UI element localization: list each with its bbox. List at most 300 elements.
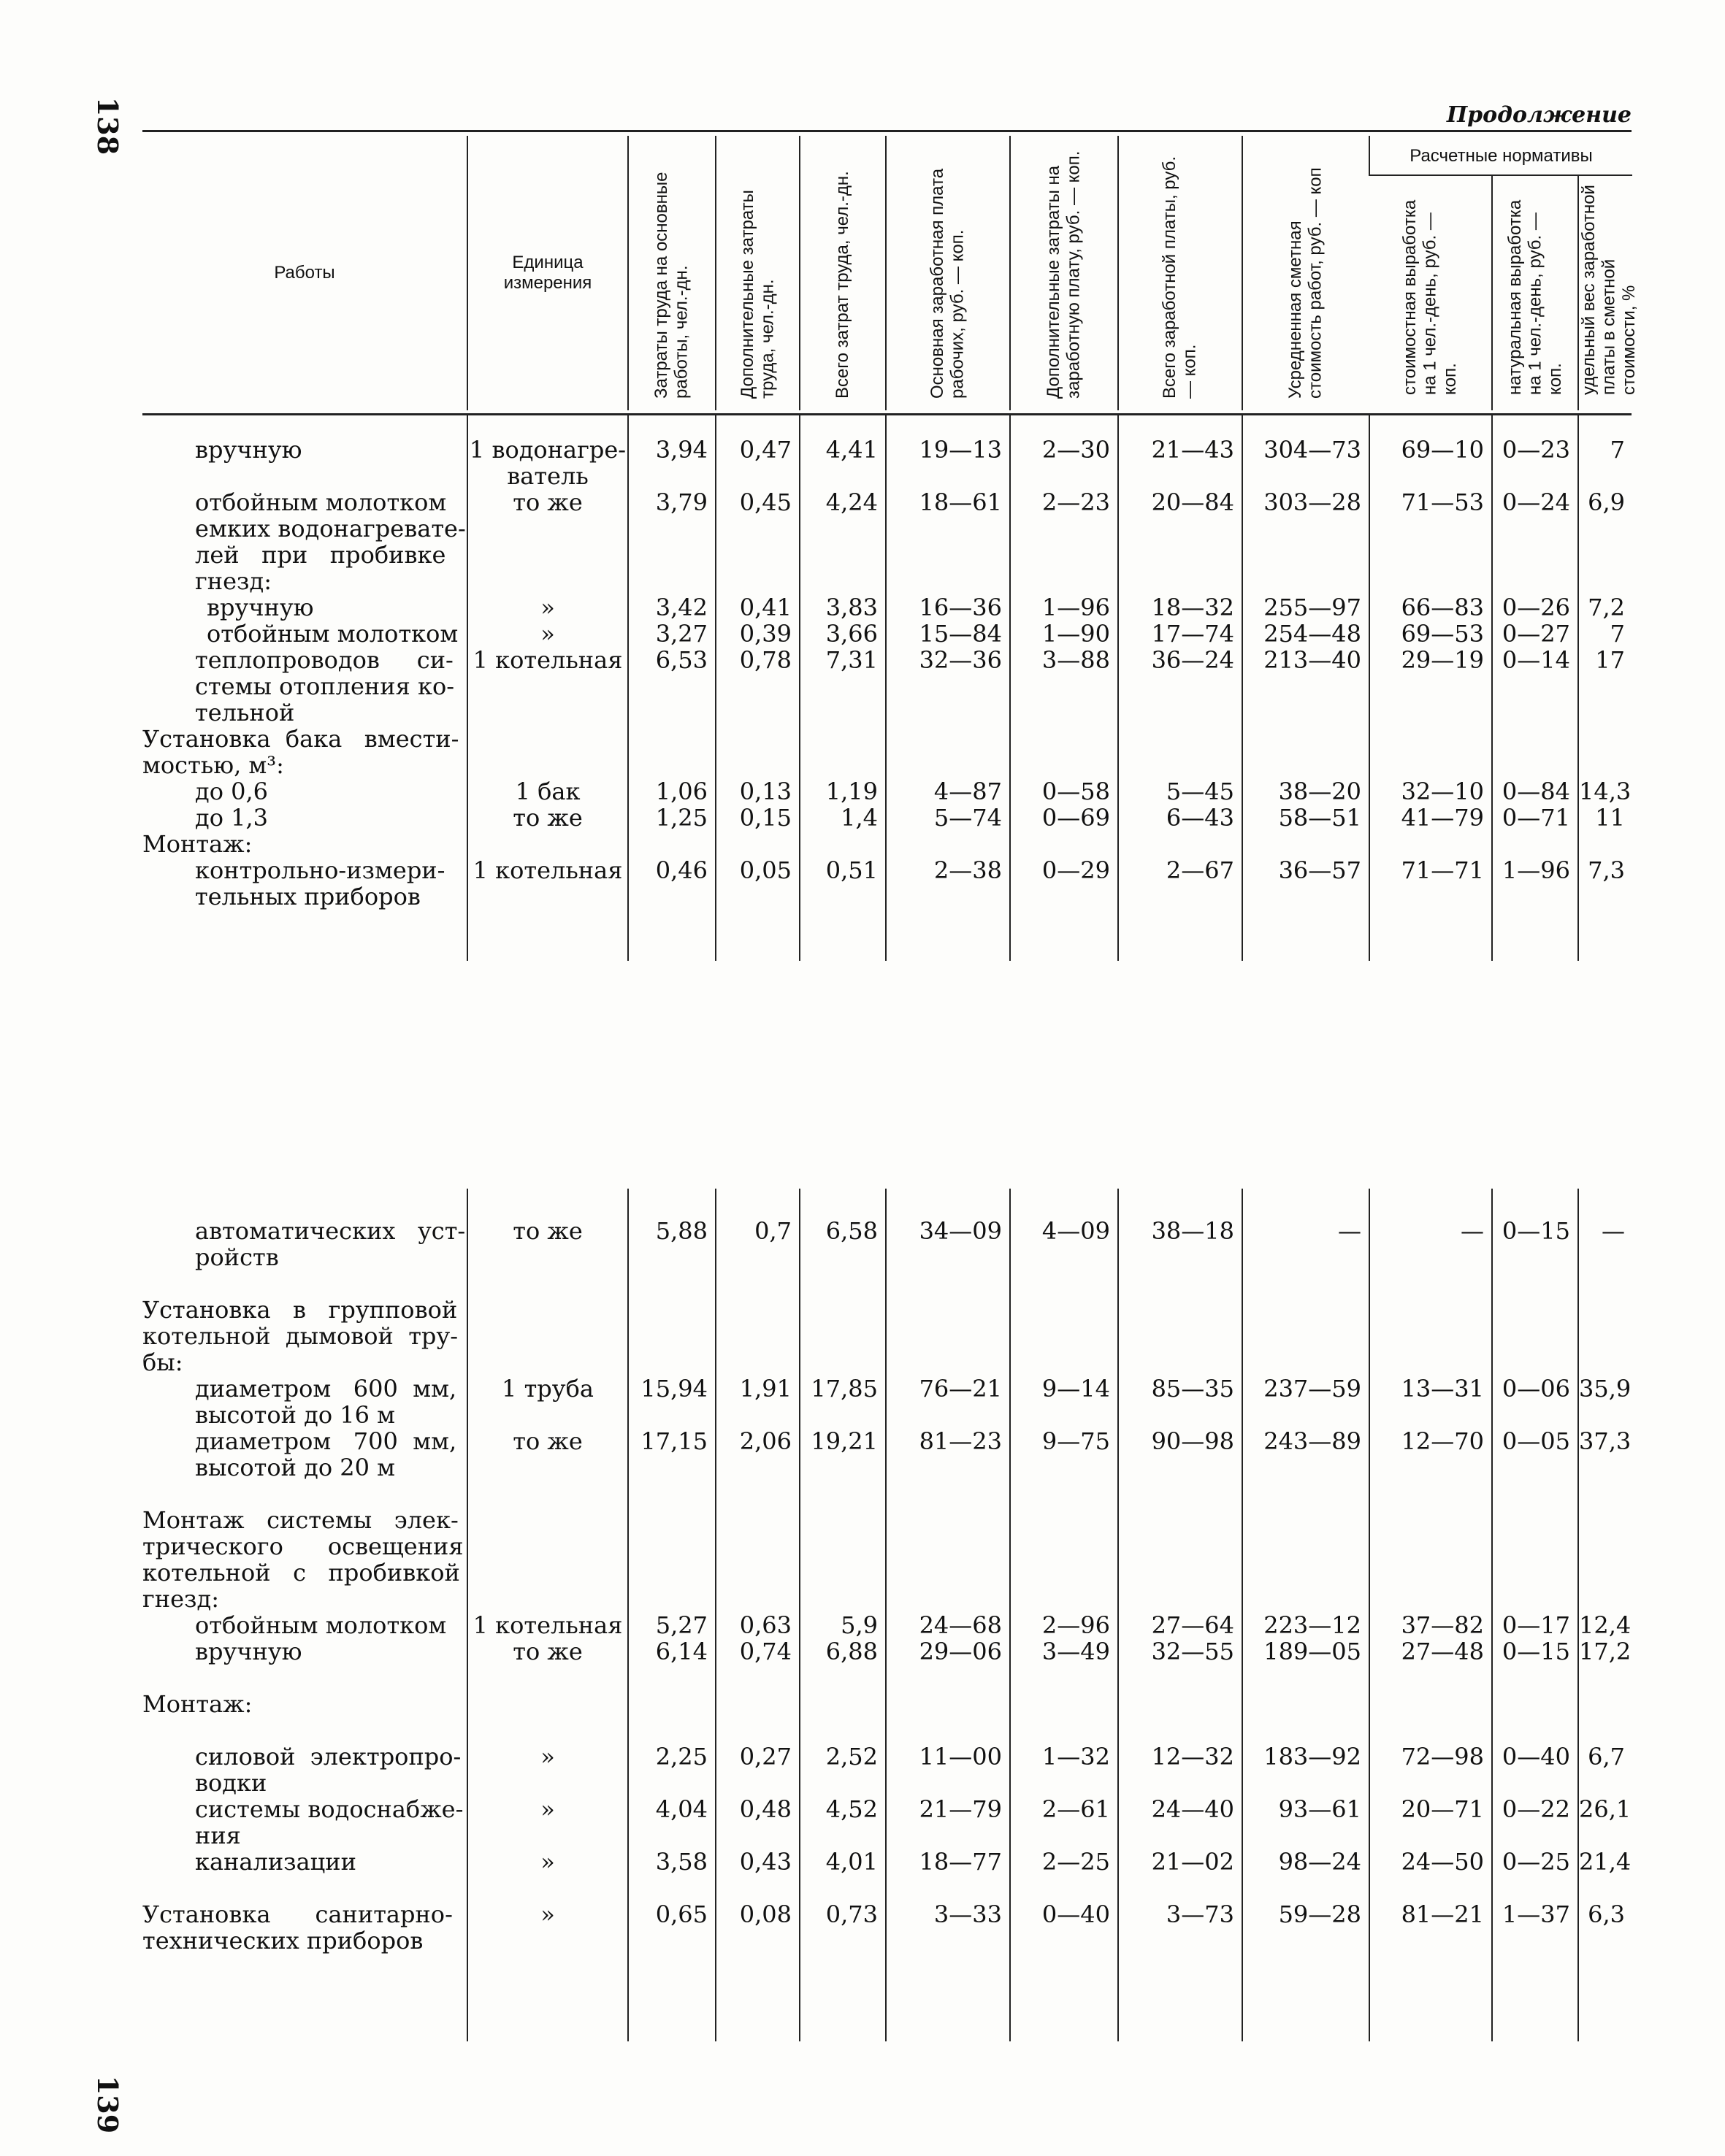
unit-line (468, 1691, 627, 1717)
unit-line: » (540, 1743, 555, 1771)
value-text (1370, 1270, 1484, 1297)
value-text (1579, 1297, 1625, 1323)
value-text (1243, 1270, 1361, 1297)
cell-value (716, 1665, 800, 1691)
value-text: 0—29 (1041, 856, 1110, 884)
table-row (142, 621, 1632, 647)
value-text: 1,4 (841, 804, 878, 832)
value-text: 2,25 (655, 1743, 708, 1771)
value-text: 1—96 (1041, 594, 1110, 621)
cell-value (1010, 1743, 1118, 1796)
table-row (142, 1743, 1632, 1796)
value-text: 7,3 (1588, 856, 1625, 884)
value-text (1119, 1691, 1234, 1717)
cell-value (1492, 647, 1578, 726)
unit-line: 1 котельная (473, 856, 623, 884)
cell-value (1242, 1796, 1369, 1849)
work-line: Установка бака вмести- (142, 725, 459, 753)
cell-unit (467, 594, 628, 621)
cell-value (1118, 1638, 1242, 1665)
value-text: 0,43 (739, 1848, 792, 1876)
cell-value (1578, 1875, 1632, 1901)
value-text: 0,05 (739, 856, 792, 884)
cell-work (142, 726, 467, 778)
value-text: 26,1 (1579, 1795, 1632, 1823)
value-text (1579, 1665, 1625, 1691)
value-text: 18—61 (919, 488, 1002, 516)
value-text (887, 1691, 1002, 1717)
value-text (1370, 1507, 1484, 1533)
value-text (1011, 1507, 1110, 1533)
value-text: 0,78 (739, 646, 792, 674)
value-text (1119, 1665, 1234, 1691)
value-text: 9—75 (1041, 1427, 1110, 1455)
unit-line (468, 1665, 627, 1691)
value-text: 0,45 (739, 488, 792, 516)
cell-value (1369, 1612, 1492, 1638)
value-text: 71—53 (1401, 488, 1484, 516)
value-text: 5—74 (933, 804, 1002, 832)
unit-line: » (540, 620, 555, 648)
value-text: 0—27 (1502, 620, 1570, 648)
value-text: 13—31 (1401, 1375, 1484, 1403)
cell-value (1242, 1612, 1369, 1638)
cell-value (1492, 1717, 1578, 1743)
work-line: отбойным молотком (195, 488, 447, 516)
value-text: 0,27 (739, 1743, 792, 1771)
unit-line: » (540, 1848, 555, 1876)
cell-value (1118, 1297, 1242, 1376)
cell-value (1492, 857, 1578, 961)
table-row (142, 831, 1632, 857)
cell-value (886, 621, 1010, 647)
cell-value (1578, 489, 1632, 594)
cell-value (1369, 1270, 1492, 1297)
cell-value (1492, 1796, 1578, 1849)
cell-value (886, 1901, 1010, 2041)
cell-value (1010, 594, 1118, 621)
value-text: 0—84 (1502, 778, 1570, 805)
value-text: 16—36 (919, 594, 1002, 621)
unit-line: » (540, 1795, 555, 1823)
value-text (1579, 1691, 1625, 1717)
unit-line: » (540, 594, 555, 621)
table-row (142, 1638, 1632, 1665)
page-number-top: 138 (91, 96, 125, 156)
col-norm-nat-output: натуральная выработка на 1 чел.-день, руб. — коп. (1492, 175, 1578, 410)
value-text: — (1461, 1217, 1484, 1245)
work-line: бы: (142, 1349, 183, 1376)
value-text: 6,3 (1588, 1900, 1625, 1928)
work-line (142, 1717, 461, 1743)
cell-work (142, 1189, 467, 1270)
work-line: системы водоснабже- (195, 1795, 464, 1823)
cell-value (628, 1481, 716, 1507)
cell-value (1369, 805, 1492, 831)
cell-work (142, 1428, 467, 1481)
value-text: 0—58 (1041, 778, 1110, 805)
cell-value (1369, 594, 1492, 621)
cell-value (628, 1691, 716, 1717)
cell-value (1010, 489, 1118, 594)
cell-unit (467, 1376, 628, 1428)
value-text (1243, 1665, 1361, 1691)
cell-value (1492, 778, 1578, 805)
cell-work (142, 1665, 467, 1691)
work-line: Монтаж системы элек- (142, 1506, 459, 1534)
cell-value (1578, 1612, 1632, 1638)
work-line: до 0,6 (195, 778, 269, 805)
value-text (800, 1297, 878, 1323)
cell-value (800, 1507, 886, 1612)
value-text: 6,88 (825, 1638, 878, 1665)
cell-value (886, 805, 1010, 831)
cell-value (1492, 1743, 1578, 1796)
work-line: мостью, м³: (142, 751, 284, 779)
col-norm-wage-share: удельный вес заработной платы в сметной стоимости, % (1578, 175, 1632, 410)
value-text (1370, 1665, 1484, 1691)
cell-value (1010, 778, 1118, 805)
cell-value (716, 1901, 800, 2041)
cell-work (142, 1743, 467, 1796)
cell-value (1578, 1665, 1632, 1691)
work-line: водки (195, 1769, 267, 1797)
value-text: 17,2 (1579, 1638, 1632, 1665)
cell-unit (467, 1270, 628, 1297)
unit-line (468, 1875, 627, 1901)
cell-work (142, 857, 467, 961)
value-text (1493, 1717, 1570, 1743)
cell-value (1118, 1507, 1242, 1612)
cell-unit (467, 1297, 628, 1376)
cell-work (142, 1691, 467, 1717)
cell-value (1242, 415, 1369, 489)
cell-value (1242, 726, 1369, 778)
col-wage-total: Всего заработной платы, руб. — коп. (1118, 136, 1242, 410)
value-text (1579, 831, 1625, 857)
cell-value (1578, 1481, 1632, 1507)
cell-value (1242, 1665, 1369, 1691)
cell-value (1578, 594, 1632, 621)
cell-value (886, 1507, 1010, 1612)
table-row (142, 415, 1632, 489)
cell-value (1492, 1849, 1578, 1875)
cell-value (1492, 805, 1578, 831)
top-rule (142, 130, 1632, 132)
cell-value (1010, 857, 1118, 961)
value-text: 5,9 (841, 1611, 878, 1639)
cell-value (1242, 1743, 1369, 1796)
value-text: 4—09 (1041, 1217, 1110, 1245)
value-text (1579, 1507, 1625, 1533)
value-text (800, 726, 878, 752)
value-text: 98—24 (1278, 1848, 1361, 1876)
work-line: тельной (195, 699, 295, 726)
cell-unit (467, 1901, 628, 2041)
cell-value (1578, 805, 1632, 831)
unit-line (468, 1481, 627, 1507)
cell-value (628, 1428, 716, 1481)
value-text: 12,4 (1579, 1611, 1632, 1639)
value-text: 5,88 (655, 1217, 708, 1245)
unit-line (468, 726, 627, 752)
cell-value (1010, 415, 1118, 489)
cell-value (716, 1270, 800, 1297)
value-text: 21—02 (1151, 1848, 1234, 1876)
value-text (716, 1297, 792, 1323)
cell-value (1369, 778, 1492, 805)
cell-value (1010, 1270, 1118, 1297)
cell-value (716, 805, 800, 831)
cell-unit (467, 489, 628, 594)
cell-value (886, 1638, 1010, 1665)
cell-unit (467, 857, 628, 961)
value-text: 6,9 (1588, 488, 1625, 516)
value-text: 11—00 (919, 1743, 1002, 1771)
value-text (800, 1717, 878, 1743)
cell-value (800, 1297, 886, 1376)
value-text: 3,58 (655, 1848, 708, 1876)
cell-value (1010, 1665, 1118, 1691)
value-text: 17,85 (811, 1375, 878, 1403)
value-text (800, 831, 878, 857)
cell-value (800, 1849, 886, 1875)
value-text: 37—82 (1401, 1611, 1484, 1639)
cell-value (1118, 415, 1242, 489)
work-line (142, 1481, 461, 1507)
value-text: 213—40 (1263, 646, 1361, 674)
cell-value (1118, 647, 1242, 726)
cell-value (1118, 1691, 1242, 1717)
cell-value (1369, 1665, 1492, 1691)
cell-value (1369, 831, 1492, 857)
col-wage-main: Основная заработная плата рабочих, руб. — коп. (886, 136, 1010, 410)
value-text: 4—87 (933, 778, 1002, 805)
cell-value (1242, 1376, 1369, 1428)
work-line: высотой до 20 м (195, 1454, 396, 1481)
cell-value (716, 647, 800, 726)
work-line: котельной с пробивкой (142, 1559, 460, 1587)
cell-value (1578, 1849, 1632, 1875)
cell-value (886, 1743, 1010, 1796)
cell-value (628, 1796, 716, 1849)
value-text: 1,19 (825, 778, 878, 805)
unit-line: то же (513, 1427, 583, 1455)
cell-value (716, 1691, 800, 1717)
value-text: 27—64 (1151, 1611, 1234, 1639)
value-text: 32—10 (1401, 778, 1484, 805)
value-text (1493, 1481, 1570, 1507)
value-text: 2,52 (825, 1743, 878, 1771)
cell-work (142, 1270, 467, 1297)
work-line: высотой до 16 м (195, 1401, 396, 1429)
cell-value (1010, 1428, 1118, 1481)
cell-value (1242, 1481, 1369, 1507)
value-text (716, 1665, 792, 1691)
cell-value (1492, 1665, 1578, 1691)
value-text: — (1338, 1217, 1361, 1245)
cell-value (1118, 1612, 1242, 1638)
cell-unit (467, 726, 628, 778)
cell-value (1492, 1297, 1578, 1376)
value-text (1119, 1717, 1234, 1743)
value-text (887, 1270, 1002, 1297)
cell-value (1242, 489, 1369, 594)
cell-unit (467, 1665, 628, 1691)
value-text: 81—23 (919, 1427, 1002, 1455)
table-row (142, 1189, 1632, 1270)
value-text (1493, 831, 1570, 857)
value-text: 6,53 (655, 646, 708, 674)
cell-value (886, 1796, 1010, 1849)
work-line: Установка в групповой (142, 1296, 458, 1324)
cell-value (716, 831, 800, 857)
value-text: 32—36 (919, 646, 1002, 674)
value-text: 1—90 (1041, 620, 1110, 648)
work-line: до 1,3 (195, 804, 269, 832)
table-row (142, 594, 1632, 621)
value-text: 0,15 (739, 804, 792, 832)
cell-value (1578, 1796, 1632, 1849)
work-line: гнезд: (142, 1585, 219, 1613)
cell-value (1118, 489, 1242, 594)
cell-unit (467, 1796, 628, 1849)
col-norm-cost-output: стоимостная выработка на 1 чел.-день, руб. — коп. (1400, 200, 1461, 396)
value-text: 3,83 (825, 594, 878, 621)
cell-value (886, 1428, 1010, 1481)
value-text: 4,01 (825, 1848, 878, 1876)
cell-value (1492, 1612, 1578, 1638)
value-text (800, 1270, 878, 1297)
work-line: Установка санитарно- (142, 1900, 453, 1928)
value-text: 6,7 (1588, 1743, 1625, 1771)
cell-unit (467, 1428, 628, 1481)
value-text (800, 1875, 878, 1901)
value-text (1579, 1481, 1625, 1507)
cell-value (1118, 778, 1242, 805)
cell-value (1118, 1743, 1242, 1796)
value-text: 2—23 (1041, 488, 1110, 516)
cell-unit (467, 1612, 628, 1638)
cell-value (1369, 1638, 1492, 1665)
value-text: 0,7 (754, 1217, 792, 1245)
value-text (887, 1717, 1002, 1743)
cell-unit (467, 1691, 628, 1717)
cell-value (1242, 1691, 1369, 1717)
value-text: 254—48 (1263, 620, 1361, 648)
work-line: котельной дымовой тру- (142, 1322, 459, 1350)
cell-value (1578, 1376, 1632, 1428)
col-wage-extra: Дополнительные затраты на заработную плату, руб. — коп. (1010, 136, 1118, 410)
cell-unit (467, 1717, 628, 1743)
cell-value (1242, 1507, 1369, 1612)
value-text: 0,13 (739, 778, 792, 805)
table-row (142, 1270, 1632, 1297)
cell-value (628, 805, 716, 831)
cell-value (1578, 778, 1632, 805)
value-text (887, 1875, 1002, 1901)
unit-line: ватель (507, 462, 589, 490)
value-text: 255—97 (1263, 594, 1361, 621)
cell-value (1492, 594, 1578, 621)
value-text: 0,41 (739, 594, 792, 621)
cell-value (1118, 1270, 1242, 1297)
work-line: теплопроводов си- (195, 646, 454, 674)
cell-value (800, 726, 886, 778)
cell-value (628, 1717, 716, 1743)
value-text: 0—23 (1502, 436, 1570, 464)
cell-value (1369, 1717, 1492, 1743)
value-text (1011, 1875, 1110, 1901)
value-text (629, 1297, 708, 1323)
cell-value (1492, 1875, 1578, 1901)
value-text: 17—74 (1151, 620, 1234, 648)
value-text: 2—25 (1041, 1848, 1110, 1876)
work-line: ройств (195, 1243, 279, 1271)
value-text: 3—88 (1041, 646, 1110, 674)
unit-line: 1 котельная (473, 646, 623, 674)
unit-line: то же (513, 1638, 583, 1665)
value-text (629, 1691, 708, 1717)
unit-line: » (540, 1900, 555, 1928)
col-labor-total: Всего затрат труда, чел.-дн. (800, 136, 886, 410)
value-text: 5—45 (1166, 778, 1234, 805)
cell-value (1492, 621, 1578, 647)
cell-value (1242, 1297, 1369, 1376)
cell-work (142, 1376, 467, 1428)
cell-value (628, 1901, 716, 2041)
cell-value (1010, 1481, 1118, 1507)
cell-value (628, 726, 716, 778)
cell-value (886, 489, 1010, 594)
value-text (1243, 1717, 1361, 1743)
cell-value (628, 857, 716, 961)
value-text: 38—20 (1278, 778, 1361, 805)
value-text (1011, 1481, 1110, 1507)
value-text (1370, 1691, 1484, 1717)
cell-value (1242, 778, 1369, 805)
cell-value (886, 1376, 1010, 1428)
value-text: 90—98 (1151, 1427, 1234, 1455)
value-text (887, 831, 1002, 857)
value-text: 0—24 (1502, 488, 1570, 516)
cell-value (716, 1297, 800, 1376)
cell-value (800, 1717, 886, 1743)
cell-value (1118, 1189, 1242, 1270)
cell-value (1118, 1796, 1242, 1849)
cell-value (800, 805, 886, 831)
value-text: 2—38 (933, 856, 1002, 884)
cell-value (628, 647, 716, 726)
cell-value (886, 1691, 1010, 1717)
value-text (1011, 1665, 1110, 1691)
value-text (1119, 1270, 1234, 1297)
value-text (1579, 726, 1625, 752)
value-text (1243, 831, 1361, 857)
cell-value (886, 1849, 1010, 1875)
value-text (629, 1507, 708, 1533)
value-text: 0—25 (1502, 1848, 1570, 1876)
cell-work (142, 778, 467, 805)
value-text: 0,48 (739, 1795, 792, 1823)
page-number-bottom: 139 (91, 2075, 125, 2134)
cell-value (716, 1717, 800, 1743)
cell-value (1578, 1691, 1632, 1717)
value-text (1119, 1875, 1234, 1901)
cell-value (886, 1481, 1010, 1507)
cell-value (716, 489, 800, 594)
value-text: 2—30 (1041, 436, 1110, 464)
